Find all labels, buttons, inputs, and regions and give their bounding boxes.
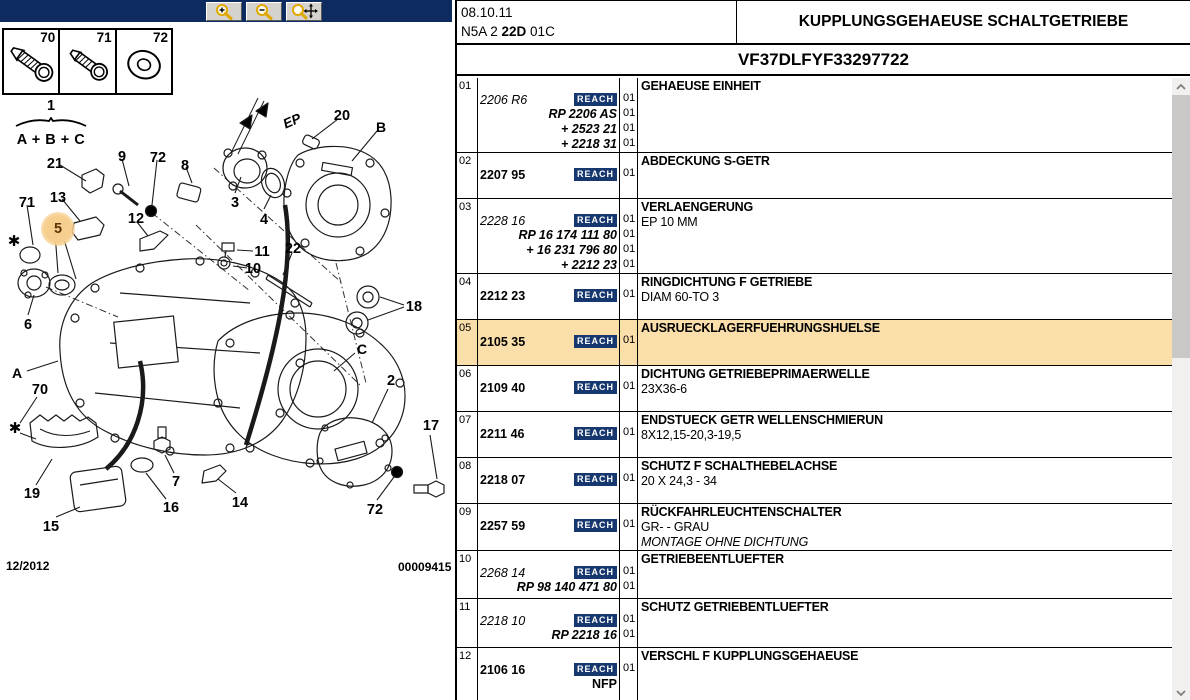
part-line [478,613,619,628]
part-cell [478,599,620,647]
part-number: 2218 07 [480,472,526,487]
part-number: 2206 R6 [480,92,528,107]
item-number: 03 [457,199,478,273]
quantity-cell [620,366,638,411]
reach-badge[interactable]: REACH [574,519,617,532]
description-cell [638,199,1174,273]
item-number: 09 [457,504,478,550]
quantity: 01 [623,122,636,134]
vin-number: VF37DLFYF33297722 [457,45,1190,76]
description-cell [638,504,1174,550]
part-cell [478,78,620,152]
quantity: 01 [623,613,636,625]
diagram-callout-4[interactable]: 4 [259,212,269,228]
table-row[interactable] [457,199,1174,274]
scroll-up-button[interactable] [1172,78,1190,95]
part-number: 2212 23 [480,288,526,303]
parts-list-panel [455,0,1190,700]
chevron-down-icon [1176,690,1186,696]
reach-badge[interactable]: REACH [574,168,617,181]
header-code: N5A 2 22D 01C [461,24,555,39]
quantity-cell [620,274,638,319]
description-line: SCHUTZ F SCHALTHEBELACHSE [641,459,838,473]
scroll-down-button[interactable] [1172,684,1190,700]
part-cell [478,153,620,198]
quantity-cell [620,458,638,503]
description-cell [638,320,1174,365]
quantity: 01 [623,228,636,240]
description-cell [638,78,1174,152]
quantity: 01 [623,213,636,225]
quantity-cell [620,78,638,152]
item-number: 05 [457,320,478,365]
part-line [478,472,619,487]
part-line [478,92,619,107]
description-cell [638,274,1174,319]
part-cell [478,366,620,411]
reach-badge[interactable]: REACH [574,214,617,227]
table-row[interactable] [457,274,1174,320]
quantity: 01 [623,107,636,119]
description-cell [638,648,1174,700]
diagram-callout-B: B [375,119,387,135]
diagram-callout-21[interactable]: 21 [46,156,64,172]
part-number: 2109 40 [480,380,526,395]
header-date: 08.10.11 [461,5,513,20]
quantity [620,677,637,692]
table-row[interactable] [457,648,1174,700]
reach-badge[interactable]: REACH [574,614,617,627]
item-number: 07 [457,412,478,457]
item-number: 10 [457,551,478,598]
part-number: 2207 95 [480,167,526,182]
quantity-cell [620,504,638,550]
part-line [478,426,619,441]
description-cell [638,551,1174,598]
part-cell [478,320,620,365]
diagram-date: 12/2012 [6,559,50,573]
assembly-number: 1 [46,98,56,114]
description-line: VERLAENGERUNG [641,200,753,214]
reach-badge[interactable]: REACH [574,381,617,394]
diagram-callout-72[interactable]: 72 [149,150,167,166]
diagram-callout-5[interactable]: 5 [53,221,63,237]
part-line [478,213,619,228]
legend-number: 72 [152,30,168,45]
diagram-callout-11[interactable]: 11 [254,244,270,260]
quantity: 01 [623,167,636,179]
description-line: RINGDICHTUNG F GETRIEBE [641,275,813,289]
diagram-plate-number: 00009415 [398,560,452,574]
diagram-callout-70[interactable]: 70 [31,382,49,398]
diagram-callout-2[interactable]: 2 [386,373,396,389]
part-reference: RP 2206 AS [548,107,617,121]
description-line: 8X12,15-20,3-19,5 [641,428,742,442]
description-line: 20 X 24,3 - 34 [641,474,717,488]
part-reference: + 16 231 796 80 [526,243,617,257]
part-reference: + 2218 31 [561,137,617,151]
quantity: 01 [623,518,636,530]
quantity: 01 [623,288,636,300]
reach-badge[interactable]: REACH [574,473,617,486]
quantity: 01 [623,243,636,255]
part-number: 2228 16 [480,213,526,228]
quantity-cell [620,551,638,598]
description-line: 23X36-6 [641,382,687,396]
description-line: RÜCKFAHRLEUCHTENSCHALTER [641,505,842,519]
part-reference: NFP [592,677,617,691]
diagram-callout-22[interactable]: 22 [284,241,302,257]
quantity: 01 [623,628,636,640]
part-cell [478,648,620,700]
chevron-up-icon [1176,84,1186,90]
item-number: 06 [457,366,478,411]
star-marker: ✱ [8,420,22,437]
diagram-callout-17[interactable]: 17 [422,418,440,434]
diagram-callout-10[interactable]: 10 [244,261,262,277]
diagram-callout-6[interactable]: 6 [23,317,33,333]
part-number: 2106 16 [480,662,526,677]
header-reference-cell [457,1,737,43]
table-row[interactable] [457,412,1174,458]
reach-badge[interactable]: REACH [574,335,617,348]
part-cell [478,458,620,503]
part-reference: + 2212 23 [561,258,617,272]
quantity-cell [620,599,638,647]
reach-badge[interactable]: REACH [574,289,617,302]
item-number: 12 [457,648,478,700]
table-row[interactable] [457,78,1174,153]
quantity-cell [620,199,638,273]
legend-number: 70 [40,30,56,45]
legend-number: 71 [96,30,112,45]
parts-table [457,78,1174,700]
quantity-cell [620,648,638,700]
part-number: 2218 10 [480,613,526,628]
part-line [478,380,619,395]
item-number: 04 [457,274,478,319]
part-line [478,288,619,303]
quantity: 01 [623,334,636,346]
diagram-panel [0,0,455,700]
part-number: 2105 35 [480,334,526,349]
quantity: 01 [623,137,636,149]
diagram-callout-13[interactable]: 13 [49,190,67,206]
quantity: 01 [623,380,636,392]
scrollbar-thumb[interactable] [1172,95,1190,358]
part-line [478,334,619,349]
part-line [478,565,619,580]
table-row[interactable] [457,504,1174,551]
description-cell [638,458,1174,503]
reach-badge[interactable]: REACH [574,93,617,106]
diagram-callout-9[interactable]: 9 [117,149,127,165]
diagram-callout-A: A [11,365,23,381]
description-line: GR- - GRAU [641,520,710,534]
item-number: 08 [457,458,478,503]
description-cell [638,599,1174,647]
part-number: 2257 59 [480,518,526,533]
part-line [478,167,619,182]
diagram-callout-19[interactable]: 19 [23,486,41,502]
reach-badge[interactable]: REACH [574,566,617,579]
table-row[interactable] [457,320,1174,366]
diagram-callout-EP: EP [280,110,304,132]
part-line [478,662,619,677]
quantity: 01 [623,472,636,484]
description-cell [638,366,1174,411]
part-cell [478,412,620,457]
header [457,1,1190,45]
quantity-cell [620,153,638,198]
table-row[interactable] [457,551,1174,599]
diagram-callout-12[interactable]: 12 [127,211,145,227]
description-cell [638,412,1174,457]
description-line: EP 10 MM [641,215,698,229]
description-line: ENDSTUECK GETR WELLENSCHMIERUN [641,413,883,427]
diagram-callout-20[interactable]: 20 [333,108,351,124]
description-line: SCHUTZ GETRIEBENTLUEFTER [641,600,829,614]
part-reference: RP 16 174 111 80 [518,228,617,242]
diagram-callout-71[interactable]: 71 [18,195,36,211]
part-reference: RP 2218 16 [551,628,617,642]
part-reference: + 2523 21 [561,122,617,136]
quantity-cell [620,320,638,365]
table-row[interactable] [457,153,1174,199]
vertical-scrollbar[interactable] [1172,78,1190,700]
diagram-callout-72[interactable]: 72 [366,502,384,518]
description-line: AUSRUECKLAGERFUEHRUNGSHUELSE [641,321,880,335]
description-line: DIAM 60-TO 3 [641,290,719,304]
diagram-callout-16[interactable]: 16 [162,500,180,516]
description-line: MONTAGE OHNE DICHTUNG [641,535,809,549]
table-row[interactable] [457,599,1174,648]
part-cell [478,274,620,319]
diagram-callout-3[interactable]: 3 [230,195,240,211]
quantity: 01 [623,580,636,592]
item-number: 01 [457,78,478,152]
quantity-cell [620,412,638,457]
description-line: ABDECKUNG S-GETR [641,154,770,168]
quantity: 01 [623,662,636,674]
page-title: KUPPLUNGSGEHAEUSE SCHALTGETRIEBE [798,13,1129,30]
table-row[interactable] [457,458,1174,504]
quantity: 01 [623,426,636,438]
diagram-callout-8[interactable]: 8 [180,158,190,174]
item-number: 02 [457,153,478,198]
quantity: 01 [623,258,636,270]
description-line: VERSCHL F KUPPLUNGSGEHAEUSE [641,649,859,663]
part-number: 2268 14 [480,565,526,580]
assembly-groups: A + B + C [16,132,86,148]
description-line: DICHTUNG GETRIEBEPRIMAERWELLE [641,367,870,381]
reach-badge[interactable]: REACH [574,663,617,676]
part-number: 2211 46 [480,426,525,441]
quantity: 01 [623,565,636,577]
diagram-callout-15[interactable]: 15 [42,519,60,535]
diagram-callout-C: C [356,341,368,357]
part-reference: RP 98 140 471 80 [516,580,617,594]
diagram-callout-7[interactable]: 7 [171,474,181,490]
part-cell [478,504,620,550]
reach-badge[interactable]: REACH [574,427,617,440]
part-line [478,518,619,533]
diagram-callout-14[interactable]: 14 [231,495,249,511]
description-line: GEHAEUSE EINHEIT [641,79,761,93]
part-cell [478,199,620,273]
quantity: 01 [623,92,636,104]
diagram-label-layer [0,0,455,700]
item-number: 11 [457,599,478,647]
description-line: GETRIEBEENTLUEFTER [641,552,784,566]
part-cell [478,551,620,598]
description-cell [638,153,1174,198]
table-row[interactable] [457,366,1174,412]
diagram-callout-18[interactable]: 18 [405,299,423,315]
star-marker: ✱ [7,233,21,250]
